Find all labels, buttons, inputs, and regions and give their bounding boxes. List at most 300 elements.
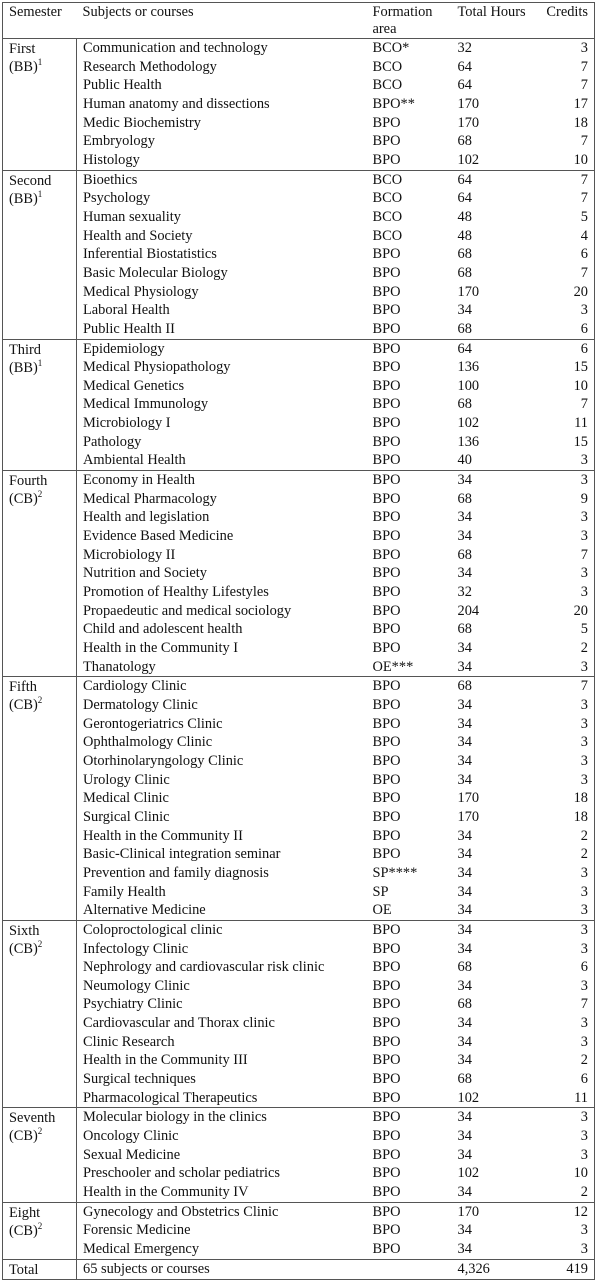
- table-row: [3, 227, 595, 246]
- credits-cell: 3: [527, 920, 595, 939]
- hours-cell: 170: [457, 114, 480, 131]
- formation-area-cell: BPO: [372, 546, 401, 563]
- header-total-hours: Total Hours: [457, 4, 526, 20]
- credits-cell: 3: [580, 302, 588, 319]
- hours-cell: 32: [457, 584, 472, 601]
- credits-cell: 7: [580, 396, 588, 413]
- table-row: [3, 39, 595, 58]
- credits-cell: 11: [574, 415, 588, 432]
- table-row: [3, 527, 595, 546]
- header-formation-area: Formation area: [372, 4, 433, 37]
- credits-cell: 15: [573, 359, 588, 376]
- formation-area-cell: BPO: [372, 940, 401, 957]
- formation-area-cell: BPO: [372, 602, 401, 619]
- hours-cell: 64: [457, 58, 472, 75]
- subject-cell: Child and adolescent health: [83, 621, 243, 638]
- table-row: [3, 827, 595, 846]
- semester-footnote-mark: 2: [37, 1220, 43, 1231]
- credits-cell: 3: [580, 734, 588, 751]
- header-subject: Subjects or courses: [82, 4, 194, 20]
- table-row: [3, 845, 595, 864]
- hours-cell: 68: [457, 246, 472, 263]
- hours-cell: 34: [457, 1146, 472, 1163]
- hours-cell: 34: [457, 940, 472, 957]
- formation-area-cell: BPO: [372, 846, 401, 863]
- table-row: [3, 1108, 595, 1127]
- formation-area-cell: BPO: [372, 490, 401, 507]
- semester-cycle: (BB): [9, 359, 38, 376]
- subject-cell: Embryology: [83, 133, 155, 150]
- hours-cell: 34: [457, 658, 472, 675]
- semester-footnote-mark: 2: [37, 939, 43, 950]
- hours-cell: 204: [457, 602, 480, 619]
- credits-cell: 20: [573, 283, 588, 300]
- table-row: [3, 114, 595, 133]
- hours-cell: 68: [457, 546, 472, 563]
- credits-cell: 15: [573, 433, 588, 450]
- table-row: [3, 264, 595, 283]
- formation-area-cell: BCO: [367, 170, 452, 189]
- table-row: [3, 564, 595, 583]
- table-row: [3, 395, 595, 414]
- table-row: [3, 1051, 595, 1070]
- formation-area-cell: BCO: [372, 227, 403, 244]
- credits-cell: 6: [580, 246, 588, 263]
- semester-name: Seventh: [9, 1110, 56, 1127]
- formation-area-cell: BPO: [372, 1165, 401, 1182]
- header-semester: Semester: [9, 4, 62, 20]
- subject-cell: Health and Society: [83, 227, 193, 244]
- table-row: [3, 1089, 595, 1108]
- credits-cell: 3: [580, 658, 588, 675]
- credits-cell: 2: [580, 1052, 588, 1069]
- formation-area-cell: BCO: [372, 190, 403, 207]
- table-row: [3, 339, 595, 358]
- table-row: [3, 901, 595, 920]
- semester-cycle: (CB): [9, 940, 38, 957]
- total-subjects: 65 subjects or courses: [77, 1259, 367, 1279]
- subject-cell: Family Health: [83, 883, 166, 900]
- semester-footnote-mark: 2: [37, 1126, 43, 1137]
- total-hours: 4,326: [452, 1259, 527, 1279]
- credits-cell: 3: [527, 1108, 595, 1127]
- formation-area-cell: BPO: [372, 1089, 401, 1106]
- credits-cell: 6: [580, 1071, 588, 1088]
- table-row: [3, 358, 595, 377]
- formation-area-cell: BPO: [372, 640, 401, 656]
- table-row: [3, 1240, 595, 1259]
- subject-cell: Evidence Based Medicine: [83, 528, 234, 545]
- credits-cell: 7: [580, 264, 588, 281]
- table-row: [3, 245, 595, 264]
- credits-cell: 3: [580, 696, 588, 713]
- formation-area-cell: BPO: [372, 433, 401, 450]
- hours-cell: 48: [457, 208, 472, 225]
- semester-name: Eight: [9, 1204, 41, 1221]
- formation-area-cell: BPO: [372, 1071, 401, 1088]
- hours-cell: 100: [457, 377, 480, 394]
- hours-cell: 34: [457, 1222, 472, 1239]
- hours-cell: 34: [457, 302, 472, 319]
- formation-area-cell: BPO: [372, 151, 401, 168]
- subject-cell: Nephrology and cardiovascular risk clinic: [83, 959, 325, 976]
- table-row: [3, 677, 595, 696]
- formation-area-cell: SP: [372, 883, 389, 900]
- table-row: [3, 864, 595, 883]
- credits-cell: 4: [580, 227, 588, 244]
- credits-cell: 3: [580, 584, 588, 601]
- table-body: [3, 39, 595, 1260]
- hours-cell: 32: [452, 39, 527, 58]
- credits-cell: 18: [573, 114, 588, 131]
- credits-cell: 12: [527, 1202, 595, 1221]
- hours-cell: 34: [457, 734, 472, 751]
- subject-cell: Health in the Community II: [83, 827, 243, 844]
- credits-cell: 10: [573, 1165, 588, 1182]
- table-row: [3, 1033, 595, 1052]
- credits-cell: 3: [580, 1128, 588, 1145]
- formation-area-cell: BPO: [372, 1222, 401, 1239]
- subject-cell: Inferential Biostatistics: [83, 246, 217, 263]
- subject-cell: Economy in Health: [77, 471, 367, 490]
- credits-cell: 2: [580, 827, 588, 844]
- table-row: [3, 546, 595, 565]
- hours-cell: 170: [457, 790, 480, 807]
- table-row: [3, 696, 595, 715]
- credits-cell: 3: [527, 39, 595, 58]
- subject-cell: Surgical techniques: [83, 1071, 196, 1088]
- credits-cell: 3: [580, 1241, 588, 1257]
- credits-cell: 2: [580, 640, 588, 656]
- table-row: [3, 283, 595, 302]
- hours-cell: 34: [457, 1184, 472, 1201]
- credits-cell: 7: [580, 77, 588, 94]
- credits-cell: 5: [580, 208, 588, 225]
- credits-cell: 3: [580, 864, 588, 881]
- table-row: [3, 471, 595, 490]
- formation-area-cell: BPO: [372, 509, 401, 526]
- hours-cell: 68: [457, 621, 472, 638]
- formation-area-cell: BPO: [372, 584, 401, 601]
- credits-cell: 17: [573, 95, 588, 112]
- subject-cell: Alternative Medicine: [83, 902, 206, 919]
- semester-name: Fifth: [9, 679, 37, 696]
- formation-area-cell: BPO: [372, 752, 401, 769]
- table-row: [3, 132, 595, 151]
- semester-cell: [3, 471, 77, 677]
- subject-cell: Psychology: [83, 190, 151, 207]
- credits-cell: 3: [580, 940, 588, 957]
- formation-area-cell: OE: [372, 902, 392, 919]
- total-row: [3, 1259, 595, 1279]
- table-row: [3, 490, 595, 509]
- hours-cell: 170: [452, 1202, 527, 1221]
- subject-cell: Nutrition and Society: [83, 565, 207, 582]
- hours-cell: 34: [457, 1241, 472, 1257]
- subject-cell: Health in the Community IV: [83, 1184, 249, 1201]
- semester-footnote-mark: 1: [37, 57, 43, 68]
- semester-cycle: (BB): [9, 59, 38, 75]
- table-row: [3, 1202, 595, 1221]
- total-label: Total: [3, 1259, 77, 1279]
- table-row: [3, 76, 595, 95]
- subject-cell: Pathology: [83, 433, 142, 450]
- hours-cell: 34: [457, 1128, 472, 1145]
- hours-cell: 68: [452, 677, 527, 696]
- subject-cell: Ophthalmology Clinic: [83, 734, 213, 751]
- formation-area-cell: OE***: [372, 658, 414, 675]
- semester-footnote-mark: 2: [37, 695, 43, 706]
- subject-cell: Human sexuality: [83, 208, 181, 225]
- credits-cell: 3: [580, 1015, 588, 1032]
- table-row: [3, 733, 595, 752]
- header-credits: Credits: [546, 4, 588, 20]
- table-row: [3, 1070, 595, 1089]
- formation-area-cell: BPO: [367, 339, 452, 358]
- semester-name: Fourth: [9, 473, 48, 490]
- formation-area-cell: BPO: [372, 1184, 401, 1201]
- hours-cell: 34: [457, 1015, 472, 1032]
- subject-cell: Sexual Medicine: [83, 1146, 181, 1163]
- curriculum-table: [2, 2, 595, 1280]
- formation-area-cell: BPO: [372, 959, 401, 976]
- credits-cell: 10: [573, 377, 588, 394]
- subject-cell: Cardiology Clinic: [77, 677, 367, 696]
- hours-cell: 136: [457, 433, 480, 450]
- formation-area-cell: BPO: [372, 1128, 401, 1145]
- semester-cell: [3, 1202, 77, 1259]
- hours-cell: 34: [457, 846, 472, 863]
- table-row: [3, 1183, 595, 1202]
- subject-cell: Thanatology: [83, 658, 156, 675]
- subject-cell: Laboral Health: [83, 302, 170, 319]
- subject-cell: Medical Physiology: [83, 283, 199, 300]
- table-row: [3, 451, 595, 470]
- credits-cell: 3: [580, 977, 588, 994]
- semester-name: Second: [9, 172, 52, 189]
- hours-cell: 34: [457, 509, 472, 526]
- subject-cell: Microbiology II: [83, 546, 176, 563]
- table-row: [3, 958, 595, 977]
- table-row: [3, 414, 595, 433]
- credits-cell: 6: [580, 959, 588, 976]
- table-row: [3, 170, 595, 189]
- hours-cell: 102: [457, 1165, 480, 1182]
- semester-cycle: (CB): [9, 491, 38, 508]
- formation-area-cell: BPO: [372, 996, 401, 1013]
- table-row: [3, 320, 595, 339]
- subject-cell: Coloproctological clinic: [77, 920, 367, 939]
- table-header: [3, 3, 595, 39]
- semester-cell: [3, 39, 77, 171]
- semester-footnote-mark: 2: [37, 489, 43, 500]
- subject-cell: Medical Immunology: [83, 396, 209, 413]
- credits-cell: 3: [580, 509, 588, 526]
- subject-cell: Promotion of Healthy Lifestyles: [83, 584, 269, 601]
- formation-area-cell: BPO: [367, 1108, 452, 1127]
- subject-cell: Epidemiology: [77, 339, 367, 358]
- table-footer: [3, 1259, 595, 1279]
- credits-cell: 3: [580, 528, 588, 545]
- table-row: [3, 639, 595, 658]
- hours-cell: 34: [457, 1033, 472, 1050]
- credits-cell: 3: [580, 1222, 588, 1239]
- hours-cell: 68: [457, 396, 472, 413]
- hours-cell: 40: [457, 452, 472, 469]
- subject-cell: Psychiatry Clinic: [83, 996, 183, 1013]
- credits-cell: 7: [527, 170, 595, 189]
- subject-cell: Forensic Medicine: [83, 1222, 191, 1239]
- formation-area-cell: BPO: [372, 246, 401, 263]
- subject-cell: Medical Clinic: [83, 790, 169, 807]
- credits-cell: 5: [580, 621, 588, 638]
- formation-area-cell: BCO*: [367, 39, 452, 58]
- hours-cell: 64: [457, 190, 472, 207]
- credits-cell: 11: [574, 1089, 588, 1106]
- hours-cell: 68: [457, 264, 472, 281]
- formation-area-cell: BPO: [372, 415, 401, 432]
- hours-cell: 68: [457, 320, 472, 337]
- table-row: [3, 658, 595, 677]
- table-row: [3, 995, 595, 1014]
- credits-cell: 7: [580, 190, 588, 207]
- subject-cell: Molecular biology in the clinics: [77, 1108, 367, 1127]
- table-row: [3, 1221, 595, 1240]
- formation-area-cell: BPO: [372, 790, 401, 807]
- hours-cell: 68: [457, 996, 472, 1013]
- credits-cell: 3: [580, 715, 588, 732]
- hours-cell: 34: [452, 471, 527, 490]
- formation-area-cell: BPO: [372, 715, 401, 732]
- credits-cell: 7: [580, 996, 588, 1013]
- subject-cell: Infectology Clinic: [83, 940, 189, 957]
- subject-cell: Medic Biochemistry: [83, 114, 201, 131]
- hours-cell: 102: [457, 1089, 480, 1106]
- hours-cell: 64: [457, 77, 472, 94]
- subject-cell: Clinic Research: [83, 1033, 175, 1050]
- hours-cell: 34: [457, 696, 472, 713]
- formation-area-cell: BPO**: [372, 95, 415, 112]
- hours-cell: 34: [457, 902, 472, 919]
- semester-cycle: (CB): [9, 1128, 38, 1145]
- formation-area-cell: BPO: [372, 528, 401, 545]
- subject-cell: Histology: [83, 151, 140, 168]
- hours-cell: 68: [457, 959, 472, 976]
- credits-cell: 3: [580, 771, 588, 788]
- formation-area-cell: BPO: [372, 452, 401, 469]
- subject-cell: Health in the Community I: [83, 640, 239, 656]
- table-row: [3, 95, 595, 114]
- hours-cell: 64: [452, 170, 527, 189]
- table-row: [3, 58, 595, 77]
- semester-footnote-mark: 1: [37, 357, 43, 368]
- hours-cell: 34: [457, 528, 472, 545]
- formation-area-cell: BPO: [372, 696, 401, 713]
- credits-cell: 7: [580, 546, 588, 563]
- semester-cell: [3, 339, 77, 471]
- subject-cell: Oncology Clinic: [83, 1128, 179, 1145]
- semester-cycle: (BB): [9, 190, 38, 207]
- table-row: [3, 808, 595, 827]
- table-row: [3, 151, 595, 170]
- credits-cell: 18: [573, 790, 588, 807]
- subject-cell: Bioethics: [77, 170, 367, 189]
- subject-cell: Basic Molecular Biology: [83, 264, 228, 281]
- subject-cell: Dermatology Clinic: [83, 696, 198, 713]
- table-row: [3, 1127, 595, 1146]
- table-row: [3, 620, 595, 639]
- hours-cell: 68: [457, 490, 472, 507]
- formation-area-cell: BPO: [372, 1052, 401, 1069]
- table-row: [3, 883, 595, 902]
- table-row: [3, 208, 595, 227]
- formation-area-cell: BPO: [372, 283, 401, 300]
- formation-area-cell: BPO: [372, 377, 401, 394]
- hours-cell: 34: [457, 565, 472, 582]
- semester-cycle: (CB): [9, 697, 38, 714]
- formation-area-cell: BPO: [372, 1015, 401, 1032]
- credits-cell: 9: [580, 490, 588, 507]
- credits-cell: 6: [527, 339, 595, 358]
- semester-name: First: [9, 41, 36, 57]
- subject-cell: Pharmacological Therapeutics: [83, 1089, 258, 1106]
- subject-cell: Public Health II: [83, 320, 175, 337]
- formation-area-cell: BPO: [372, 133, 401, 150]
- hours-cell: 34: [457, 1052, 472, 1069]
- table-row: [3, 1164, 595, 1183]
- hours-cell: 34: [452, 920, 527, 939]
- formation-area-cell: BPO: [372, 359, 401, 376]
- subject-cell: Preschooler and scholar pediatrics: [83, 1165, 280, 1182]
- formation-area-cell: BPO: [367, 1202, 452, 1221]
- subject-cell: Medical Physiopathology: [83, 359, 231, 376]
- credits-cell: 6: [580, 320, 588, 337]
- credits-cell: 3: [580, 1033, 588, 1050]
- credits-cell: 3: [580, 902, 588, 919]
- semester-cell: [3, 170, 77, 339]
- table-row: [3, 752, 595, 771]
- formation-area-cell: BPO: [372, 1033, 401, 1050]
- subject-cell: Public Health: [83, 77, 162, 94]
- subject-cell: Surgical Clinic: [83, 808, 170, 825]
- table-row: [3, 977, 595, 996]
- formation-area-cell: BPO: [372, 396, 401, 413]
- credits-cell: 3: [527, 471, 595, 490]
- table-row: [3, 377, 595, 396]
- table-row: [3, 508, 595, 527]
- table-row: [3, 920, 595, 939]
- subject-cell: Research Methodology: [83, 58, 217, 75]
- subject-cell: Urology Clinic: [83, 771, 170, 788]
- hours-cell: 64: [452, 339, 527, 358]
- credits-cell: 3: [580, 1146, 588, 1163]
- hours-cell: 34: [457, 883, 472, 900]
- hours-cell: 170: [457, 95, 480, 112]
- semester-cell: [3, 1108, 77, 1202]
- formation-area-cell: BPO: [372, 1146, 401, 1163]
- semester-footnote-mark: 1: [37, 188, 43, 199]
- hours-cell: 34: [457, 977, 472, 994]
- credits-cell: 3: [580, 883, 588, 900]
- hours-cell: 68: [457, 133, 472, 150]
- hours-cell: 34: [457, 864, 472, 881]
- subject-cell: Medical Genetics: [83, 377, 185, 394]
- table-row: [3, 1014, 595, 1033]
- hours-cell: 34: [457, 752, 472, 769]
- hours-cell: 34: [457, 715, 472, 732]
- formation-area-cell: BPO: [372, 771, 401, 788]
- table-row: [3, 940, 595, 959]
